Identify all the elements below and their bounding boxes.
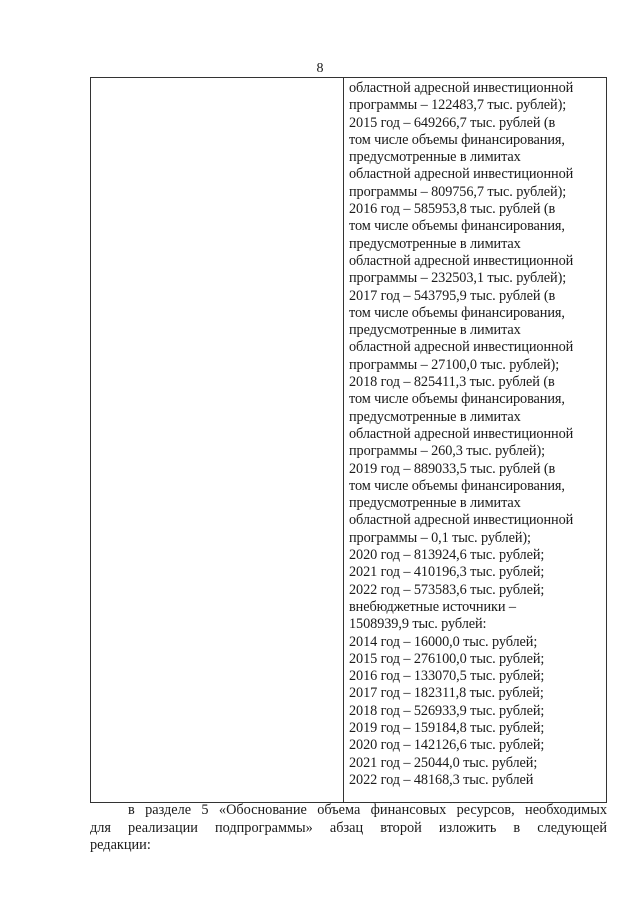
table-text-line: программы – 260,3 тыс. рублей); xyxy=(349,443,545,460)
table-text-line: том числе объемы финансирования, xyxy=(349,131,565,148)
table-text-line: внебюджетные источники – xyxy=(349,598,516,615)
table-right-cell xyxy=(349,80,605,802)
table-text-line: программы – 809756,7 тыс. рублей); xyxy=(349,183,567,200)
table-text-line: 2014 год – 16000,0 тыс. рублей; xyxy=(349,633,538,650)
table-text-line: предусмотренные в лимитах xyxy=(349,149,521,166)
table-text-line: 2020 год – 142126,6 тыс. рублей; xyxy=(349,737,545,754)
table-text-line: областной адресной инвестиционной xyxy=(349,339,574,356)
table-text-line: 2021 год – 410196,3 тыс. рублей; xyxy=(349,564,545,581)
paragraph-line: редакции: xyxy=(90,837,151,853)
table-text-line: 1508939,9 тыс. рублей: xyxy=(349,616,487,633)
table-text-line: 2015 год – 276100,0 тыс. рублей; xyxy=(349,650,545,667)
table-text-line: 2022 год – 48168,3 тыс. рублей xyxy=(349,771,534,788)
table-text-line: том числе объемы финансирования, xyxy=(349,218,565,235)
table-text-line: 2019 год – 159184,8 тыс. рублей; xyxy=(349,719,545,736)
financing-table xyxy=(90,77,607,803)
table-text-line: предусмотренные в лимитах xyxy=(349,495,521,512)
table-text-line: областной адресной инвестиционной xyxy=(349,425,574,442)
table-text-line: предусмотренные в лимитах xyxy=(349,235,521,252)
page-number: 8 xyxy=(316,61,324,76)
table-text-line: 2020 год – 813924,6 тыс. рублей; xyxy=(349,547,545,564)
table-text-line: программы – 232503,1 тыс. рублей); xyxy=(349,270,567,287)
table-text-line: областной адресной инвестиционной xyxy=(349,166,574,183)
table-text-line: 2018 год – 825411,3 тыс. рублей (в xyxy=(349,374,555,391)
table-text-line: областной адресной инвестиционной xyxy=(349,512,574,529)
table-text-line: 2016 год – 133070,5 тыс. рублей; xyxy=(349,668,545,685)
table-text-line: предусмотренные в лимитах xyxy=(349,408,521,425)
amendment-paragraph xyxy=(90,802,607,855)
table-text-line: 2016 год – 585953,8 тыс. рублей (в xyxy=(349,201,556,218)
table-text-line: том числе объемы финансирования, xyxy=(349,477,565,494)
table-text-line: 2021 год – 25044,0 тыс. рублей; xyxy=(349,754,538,771)
table-text-line: 2019 год – 889033,5 тыс. рублей (в xyxy=(349,460,556,477)
table-left-cell xyxy=(91,78,344,802)
table-text-line: 2022 год – 573583,6 тыс. рублей; xyxy=(349,581,545,598)
table-text-line: программы – 0,1 тыс. рублей); xyxy=(349,529,531,546)
paragraph-line: для реализации подпрограммы» абзац второй изложить в следующей xyxy=(90,819,607,836)
table-text-line: 2017 год – 182311,8 тыс. рублей; xyxy=(349,685,544,702)
table-text-line: областной адресной инвестиционной xyxy=(349,80,574,96)
table-text-line: 2015 год – 649266,7 тыс. рублей (в xyxy=(349,114,556,131)
table-text-line: том числе объемы финансирования, xyxy=(349,391,565,408)
table-text-line: 2018 год – 526933,9 тыс. рублей; xyxy=(349,702,545,719)
table-text-line: областной адресной инвестиционной xyxy=(349,252,574,269)
table-text-line: программы – 27100,0 тыс. рублей); xyxy=(349,356,560,373)
table-text-line: предусмотренные в лимитах xyxy=(349,322,521,339)
table-text-line: программы – 122483,7 тыс. рублей); xyxy=(349,97,567,114)
paragraph-line: в разделе 5 «Обоснование объема финансовых ресурсов, необходимых xyxy=(128,802,607,818)
table-text-line: том числе объемы финансирования, xyxy=(349,304,565,321)
table-text-line: 2017 год – 543795,9 тыс. рублей (в xyxy=(349,287,556,304)
